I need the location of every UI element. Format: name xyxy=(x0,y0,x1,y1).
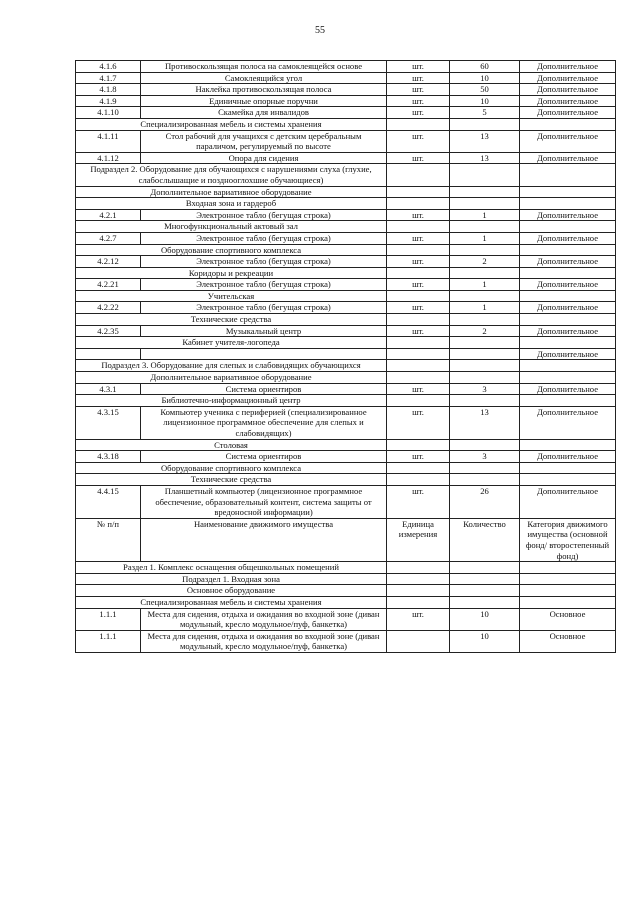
item-number-cell: 4.2.12 xyxy=(76,256,141,268)
section-row xyxy=(76,395,616,407)
unit-cell: шт. xyxy=(387,107,450,119)
section-title: Подраздел 1. Входная зона xyxy=(76,573,387,585)
empty-cell xyxy=(520,596,616,608)
empty-cell xyxy=(450,395,520,407)
unit-cell: шт. xyxy=(387,325,450,337)
section-row xyxy=(76,462,616,474)
item-number-cell: 4.1.11 xyxy=(76,130,141,152)
quantity-cell: 10 xyxy=(450,95,520,107)
empty-cell xyxy=(520,186,616,198)
empty-cell xyxy=(450,439,520,451)
category-cell: Дополнительное xyxy=(520,152,616,164)
empty-cell xyxy=(387,186,450,198)
item-number-cell: 1.1.1 xyxy=(76,630,141,652)
category-cell: Дополнительное xyxy=(520,279,616,291)
section-title: Входная зона и гардероб xyxy=(76,198,387,210)
quantity-cell: 1 xyxy=(450,279,520,291)
unit-cell: шт. xyxy=(387,84,450,96)
category-cell: Основное xyxy=(520,630,616,652)
table-row xyxy=(76,383,616,395)
empty-cell xyxy=(450,186,520,198)
item-name-cell: Электронное табло (бегущая строка) xyxy=(141,256,387,268)
empty-cell xyxy=(520,360,616,372)
item-name-cell: Электронное табло (бегущая строка) xyxy=(141,279,387,291)
unit-cell: шт. xyxy=(387,72,450,84)
section-row xyxy=(76,585,616,597)
section-row xyxy=(76,562,616,574)
empty-cell xyxy=(387,462,450,474)
section-row xyxy=(76,198,616,210)
empty-cell xyxy=(387,267,450,279)
empty-cell xyxy=(450,198,520,210)
unit-cell: шт. xyxy=(387,406,450,439)
table-row xyxy=(76,130,616,152)
quantity-cell: 13 xyxy=(450,406,520,439)
section-title: Специализированная мебель и системы хранения xyxy=(76,596,387,608)
section-title: Кабинет учителя-логопеда xyxy=(76,337,387,349)
item-number-cell: 4.2.21 xyxy=(76,279,141,291)
item-name-cell: Самоклеящийся угол xyxy=(141,72,387,84)
table-row xyxy=(76,107,616,119)
table-row xyxy=(76,232,616,244)
empty-cell xyxy=(520,439,616,451)
item-name-cell: Места для сидения, отдыха и ожидания во входной зоне (диван модульный, кресло модульное/пуф, банкетка) xyxy=(141,608,387,630)
quantity-cell: 2 xyxy=(450,325,520,337)
empty-cell xyxy=(520,198,616,210)
table-row xyxy=(76,608,616,630)
table-row xyxy=(76,209,616,221)
section-title: Специализированная мебель и системы хранения xyxy=(76,118,387,130)
empty-cell xyxy=(520,462,616,474)
category-cell: Дополнительное xyxy=(520,130,616,152)
section-title: Технические средства xyxy=(76,314,387,326)
quantity-cell: 13 xyxy=(450,130,520,152)
section-row xyxy=(76,164,616,186)
unit-cell: шт. xyxy=(387,232,450,244)
item-name-cell: Музыкальный центр xyxy=(141,325,387,337)
item-number-cell: 4.2.1 xyxy=(76,209,141,221)
section-title: Дополнительное вариативное оборудование xyxy=(76,186,387,198)
table-row xyxy=(76,84,616,96)
empty-cell xyxy=(520,118,616,130)
quantity-cell: 10 xyxy=(450,630,520,652)
section-title: Учительская xyxy=(76,290,387,302)
item-name-cell: Опора для сидения xyxy=(141,152,387,164)
section-row xyxy=(76,244,616,256)
quantity-cell: 26 xyxy=(450,485,520,518)
empty-cell xyxy=(520,474,616,486)
quantity-cell: 1 xyxy=(450,302,520,314)
equipment-table xyxy=(75,60,616,653)
item-number-cell: 4.1.10 xyxy=(76,107,141,119)
empty-cell xyxy=(387,562,450,574)
item-number-cell: 4.3.1 xyxy=(76,383,141,395)
category-cell: Основное xyxy=(520,608,616,630)
header-quantity-cell: Количество xyxy=(450,518,520,561)
section-title: Оборудование спортивного комплекса xyxy=(76,462,387,474)
empty-cell xyxy=(520,314,616,326)
section-title: Оборудование спортивного комплекса xyxy=(76,244,387,256)
item-name-cell: Стол рабочий для учащихся с детским церебральным параличом, регулируемый по высоте xyxy=(141,130,387,152)
category-cell: Дополнительное xyxy=(520,232,616,244)
unit-cell: шт. xyxy=(387,95,450,107)
category-cell: Дополнительное xyxy=(520,451,616,463)
empty-cell xyxy=(520,573,616,585)
item-name-cell xyxy=(141,348,387,360)
item-name-cell: Электронное табло (бегущая строка) xyxy=(141,209,387,221)
section-title: Подраздел 2. Оборудование для обучающихся с нарушениями слуха (глухие, слабослышащие и позднооглохшие обучающиеся) xyxy=(76,164,387,186)
quantity-cell: 5 xyxy=(450,107,520,119)
header-item-number-cell: № п/п xyxy=(76,518,141,561)
empty-cell xyxy=(387,596,450,608)
unit-cell: шт. xyxy=(387,209,450,221)
empty-cell xyxy=(387,372,450,384)
category-cell: Дополнительное xyxy=(520,61,616,73)
empty-cell xyxy=(387,360,450,372)
unit-cell: шт. xyxy=(387,152,450,164)
item-number-cell: 4.2.35 xyxy=(76,325,141,337)
section-row xyxy=(76,474,616,486)
empty-cell xyxy=(450,244,520,256)
empty-cell xyxy=(450,596,520,608)
table-row xyxy=(76,348,616,360)
section-row xyxy=(76,337,616,349)
item-number-cell: 4.1.9 xyxy=(76,95,141,107)
category-cell: Дополнительное xyxy=(520,325,616,337)
section-title: Раздел 1. Комплекс оснащения общешкольных помещений xyxy=(76,562,387,574)
table-row xyxy=(76,630,616,652)
empty-cell xyxy=(387,439,450,451)
empty-cell xyxy=(387,164,450,186)
quantity-cell: 2 xyxy=(450,256,520,268)
empty-cell xyxy=(520,267,616,279)
empty-cell xyxy=(387,290,450,302)
item-number-cell: 4.3.18 xyxy=(76,451,141,463)
item-number-cell: 4.2.22 xyxy=(76,302,141,314)
section-row xyxy=(76,221,616,233)
table-row xyxy=(76,95,616,107)
empty-cell xyxy=(450,585,520,597)
section-row xyxy=(76,439,616,451)
section-row xyxy=(76,186,616,198)
empty-cell xyxy=(387,221,450,233)
empty-cell xyxy=(450,562,520,574)
unit-cell: шт. xyxy=(387,451,450,463)
empty-cell xyxy=(450,267,520,279)
table-row xyxy=(76,451,616,463)
quantity-cell: 3 xyxy=(450,383,520,395)
item-number-cell: 4.1.8 xyxy=(76,84,141,96)
section-title: Многофункциональный актовый зал xyxy=(76,221,387,233)
empty-cell xyxy=(520,562,616,574)
category-cell: Дополнительное xyxy=(520,348,616,360)
item-number-cell: 1.1.1 xyxy=(76,608,141,630)
item-name-cell: Единичные опорные поручни xyxy=(141,95,387,107)
item-name-cell: Компьютер ученика с периферией (специализированное лицензионное программное обеспечение для слепых и слабовидящих) xyxy=(141,406,387,439)
empty-cell xyxy=(450,360,520,372)
item-number-cell: 4.1.7 xyxy=(76,72,141,84)
category-cell: Дополнительное xyxy=(520,107,616,119)
table-row xyxy=(76,485,616,518)
section-row xyxy=(76,596,616,608)
quantity-cell: 1 xyxy=(450,209,520,221)
category-cell: Дополнительное xyxy=(520,406,616,439)
section-title: Библиотечно-информационный центр xyxy=(76,395,387,407)
header-category-cell: Категория движимого имущества (основной фонд/ второстепенный фонд) xyxy=(520,518,616,561)
section-row xyxy=(76,290,616,302)
empty-cell xyxy=(387,314,450,326)
section-row xyxy=(76,267,616,279)
unit-cell: шт. xyxy=(387,279,450,291)
quantity-cell: 60 xyxy=(450,61,520,73)
quantity-cell: 50 xyxy=(450,84,520,96)
item-number-cell: 4.1.12 xyxy=(76,152,141,164)
item-name-cell: Противоскользящая полоса на самоклеящейся основе xyxy=(141,61,387,73)
unit-cell: шт. xyxy=(387,608,450,630)
empty-cell xyxy=(450,118,520,130)
empty-cell xyxy=(387,337,450,349)
page-number: 55 xyxy=(315,25,325,36)
table-row xyxy=(76,256,616,268)
quantity-cell: 3 xyxy=(450,451,520,463)
item-number-cell: 4.2.7 xyxy=(76,232,141,244)
item-number-cell: 4.3.15 xyxy=(76,406,141,439)
section-row xyxy=(76,360,616,372)
empty-cell xyxy=(450,290,520,302)
table-header-row xyxy=(76,518,616,561)
table-row xyxy=(76,61,616,73)
header-unit-cell: Единица измерения xyxy=(387,518,450,561)
empty-cell xyxy=(520,372,616,384)
empty-cell xyxy=(450,314,520,326)
section-title: Основное оборудование xyxy=(76,585,387,597)
empty-cell xyxy=(450,372,520,384)
empty-cell xyxy=(450,573,520,585)
empty-cell xyxy=(387,244,450,256)
empty-cell xyxy=(450,474,520,486)
section-title: Подраздел 3. Оборудование для слепых и слабовидящих обучающихся xyxy=(76,360,387,372)
item-name-cell: Скамейка для инвалидов xyxy=(141,107,387,119)
item-name-cell: Места для сидения, отдыха и ожидания во входной зоне (диван модульный, кресло модульное/пуф, банкетка) xyxy=(141,630,387,652)
section-row xyxy=(76,573,616,585)
section-title: Дополнительное вариативное оборудование xyxy=(76,372,387,384)
unit-cell: шт. xyxy=(387,485,450,518)
item-name-cell: Электронное табло (бегущая строка) xyxy=(141,232,387,244)
category-cell: Дополнительное xyxy=(520,84,616,96)
unit-cell: шт. xyxy=(387,130,450,152)
quantity-cell: 13 xyxy=(450,152,520,164)
empty-cell xyxy=(520,244,616,256)
empty-cell xyxy=(520,395,616,407)
empty-cell xyxy=(387,118,450,130)
table-row xyxy=(76,72,616,84)
section-row xyxy=(76,118,616,130)
empty-cell xyxy=(520,221,616,233)
item-number-cell: 4.4.15 xyxy=(76,485,141,518)
unit-cell: шт. xyxy=(387,256,450,268)
empty-cell xyxy=(387,198,450,210)
section-title: Технические средства xyxy=(76,474,387,486)
unit-cell: шт. xyxy=(387,383,450,395)
category-cell: Дополнительное xyxy=(520,72,616,84)
item-name-cell: Наклейка противоскользящая полоса xyxy=(141,84,387,96)
unit-cell: шт. xyxy=(387,61,450,73)
empty-cell xyxy=(387,573,450,585)
category-cell: Дополнительное xyxy=(520,302,616,314)
empty-cell xyxy=(450,221,520,233)
section-row xyxy=(76,314,616,326)
quantity-cell: 10 xyxy=(450,72,520,84)
empty-cell xyxy=(520,337,616,349)
empty-cell xyxy=(387,474,450,486)
table-row xyxy=(76,325,616,337)
category-cell: Дополнительное xyxy=(520,95,616,107)
category-cell: Дополнительное xyxy=(520,383,616,395)
category-cell: Дополнительное xyxy=(520,209,616,221)
table-row xyxy=(76,302,616,314)
empty-cell xyxy=(450,164,520,186)
equipment-table-body xyxy=(76,61,616,653)
unit-cell: шт. xyxy=(387,302,450,314)
table-row xyxy=(76,406,616,439)
section-title: Столовая xyxy=(76,439,387,451)
section-title: Коридоры и рекреации xyxy=(76,267,387,279)
empty-cell xyxy=(387,395,450,407)
category-cell: Дополнительное xyxy=(520,256,616,268)
empty-cell xyxy=(520,164,616,186)
item-name-cell: Система ориентиров xyxy=(141,383,387,395)
quantity-cell: 10 xyxy=(450,608,520,630)
empty-cell xyxy=(450,337,520,349)
category-cell: Дополнительное xyxy=(520,485,616,518)
item-name-cell: Планшетный компьютер (лицензионное программное обеспечение, образовательный контент, система защиты от вредоносной информации) xyxy=(141,485,387,518)
header-item-name-cell: Наименование движимого имущества xyxy=(141,518,387,561)
unit-cell xyxy=(387,630,450,652)
empty-cell xyxy=(520,585,616,597)
item-name-cell: Электронное табло (бегущая строка) xyxy=(141,302,387,314)
table-row xyxy=(76,152,616,164)
quantity-cell: 1 xyxy=(450,232,520,244)
item-number-cell: 4.1.6 xyxy=(76,61,141,73)
empty-cell xyxy=(450,462,520,474)
unit-cell xyxy=(387,348,450,360)
section-row xyxy=(76,372,616,384)
item-number-cell xyxy=(76,348,141,360)
empty-cell xyxy=(387,585,450,597)
item-name-cell: Система ориентиров xyxy=(141,451,387,463)
quantity-cell xyxy=(450,348,520,360)
table-row xyxy=(76,279,616,291)
empty-cell xyxy=(520,290,616,302)
